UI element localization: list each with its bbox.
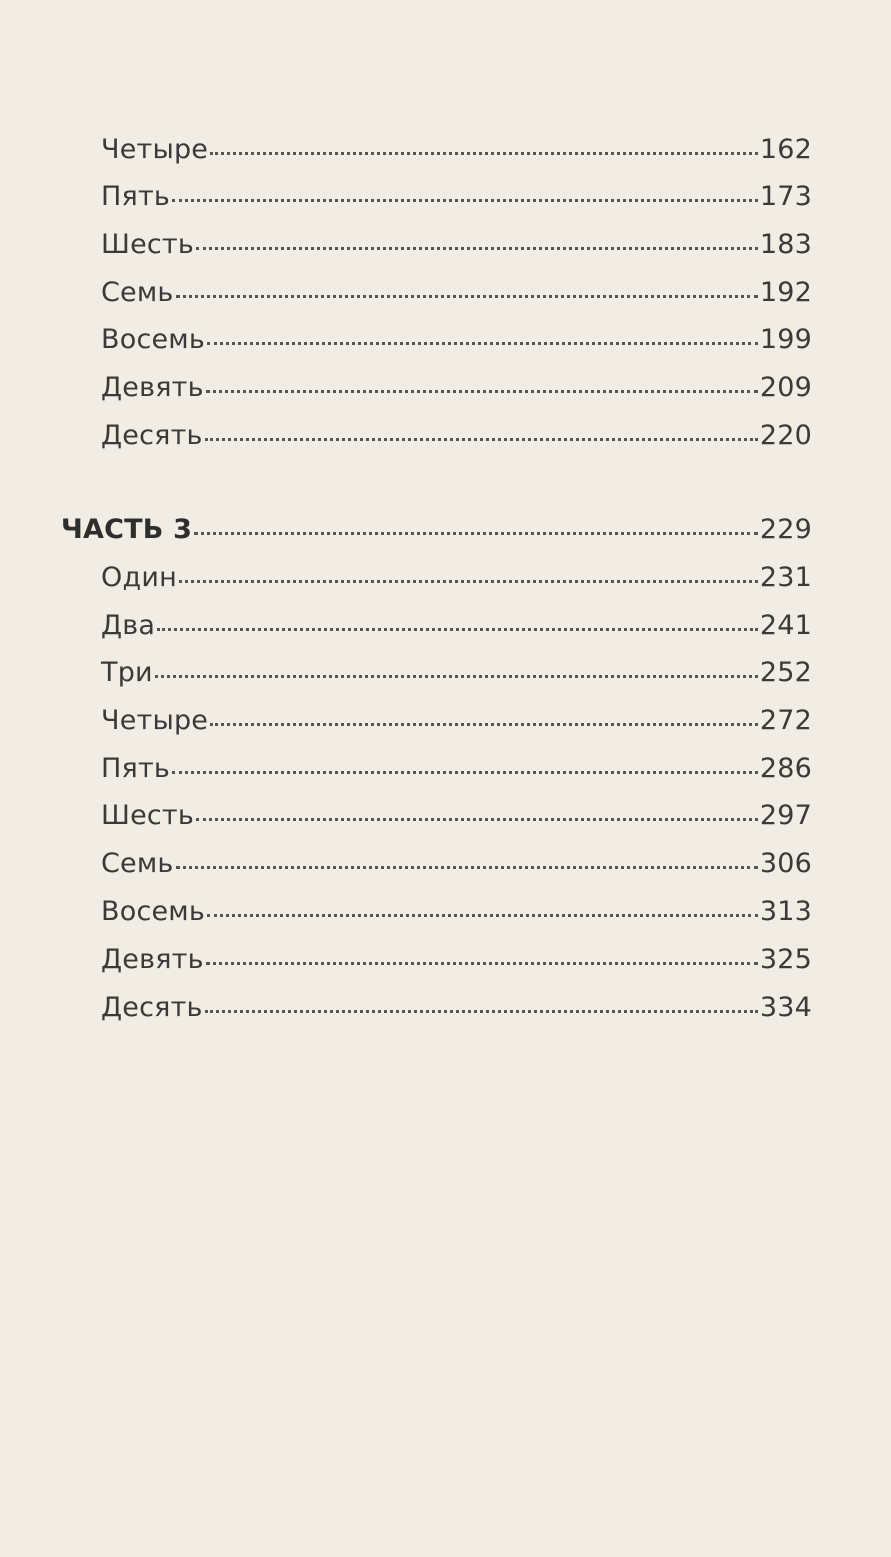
toc-entry-title: Семь	[101, 277, 174, 308]
toc-entry[interactable]	[101, 225, 812, 265]
dot-leader	[210, 723, 758, 726]
toc-entry-title: Восемь	[101, 324, 205, 355]
toc-entry[interactable]	[101, 273, 812, 313]
dot-leader	[176, 866, 758, 869]
toc-entry-title: Девять	[101, 372, 204, 403]
toc-entry-title: Четыре	[101, 705, 209, 736]
toc-entry-page: 241	[759, 610, 812, 641]
dot-leader	[196, 247, 758, 250]
dot-leader	[179, 580, 758, 583]
toc-entry[interactable]	[101, 177, 812, 217]
toc-entry-title: Четыре	[101, 134, 209, 165]
toc-entry-title: Девять	[101, 944, 204, 975]
toc-entry-page: 183	[759, 229, 812, 260]
dot-leader	[206, 390, 758, 393]
toc-entry-page: 199	[759, 324, 812, 355]
dot-leader	[194, 532, 758, 535]
dot-leader	[176, 295, 758, 298]
toc-part-title: ЧАСТЬ 3	[61, 514, 193, 545]
toc-entry-title: Шесть	[101, 800, 194, 831]
toc-entry[interactable]	[101, 320, 812, 360]
toc-entry-page: 272	[759, 705, 812, 736]
toc-entry-title: Десять	[101, 992, 203, 1023]
toc-part-page: 229	[759, 514, 812, 545]
toc-entry-page: 286	[759, 753, 812, 784]
toc-entry-page: 313	[759, 896, 812, 927]
toc-entry[interactable]	[101, 940, 812, 980]
dot-leader	[206, 962, 758, 965]
dot-leader	[157, 628, 758, 631]
toc-entry-page: 209	[759, 372, 812, 403]
toc-entry-page: 334	[759, 992, 812, 1023]
toc-entry-title: Шесть	[101, 229, 194, 260]
toc-entry-page: 252	[759, 657, 812, 688]
dot-leader	[210, 152, 758, 155]
toc-entry-title: Один	[101, 562, 177, 593]
toc-entry[interactable]	[101, 796, 812, 836]
toc-entry[interactable]	[101, 701, 812, 741]
toc-entry-title: Пять	[101, 753, 170, 784]
toc-entry-page: 306	[759, 848, 812, 879]
toc-entry[interactable]	[101, 606, 812, 646]
toc-entry[interactable]	[101, 130, 812, 170]
toc-entry-page: 325	[759, 944, 812, 975]
dot-leader	[205, 438, 758, 441]
dot-leader	[207, 342, 758, 345]
dot-leader	[205, 1010, 758, 1013]
toc-entry-title: Десять	[101, 420, 203, 451]
toc-entry[interactable]	[101, 749, 812, 789]
toc-entry[interactable]	[101, 844, 812, 884]
toc-entry-title: Восемь	[101, 896, 205, 927]
toc-entry-title: Семь	[101, 848, 174, 879]
dot-leader	[196, 818, 758, 821]
toc-entry-title: Три	[101, 657, 153, 688]
toc-entry[interactable]	[101, 416, 812, 456]
toc-entry[interactable]	[101, 558, 812, 598]
toc-part-3-heading[interactable]	[61, 510, 812, 550]
toc-entry[interactable]	[101, 653, 812, 693]
toc-entry-page: 231	[759, 562, 812, 593]
toc-entry-page: 162	[759, 134, 812, 165]
toc-entry-page: 173	[759, 181, 812, 212]
toc-entry-title: Пять	[101, 181, 170, 212]
toc-entry[interactable]	[101, 892, 812, 932]
toc-entry[interactable]	[101, 368, 812, 408]
dot-leader	[172, 771, 758, 774]
dot-leader	[207, 914, 758, 917]
toc-entry-page: 192	[759, 277, 812, 308]
toc-entry-title: Два	[101, 610, 156, 641]
dot-leader	[172, 199, 758, 202]
toc-entry-page: 297	[759, 800, 812, 831]
toc-entry[interactable]	[101, 988, 812, 1028]
dot-leader	[155, 675, 758, 678]
toc-entry-page: 220	[759, 420, 812, 451]
